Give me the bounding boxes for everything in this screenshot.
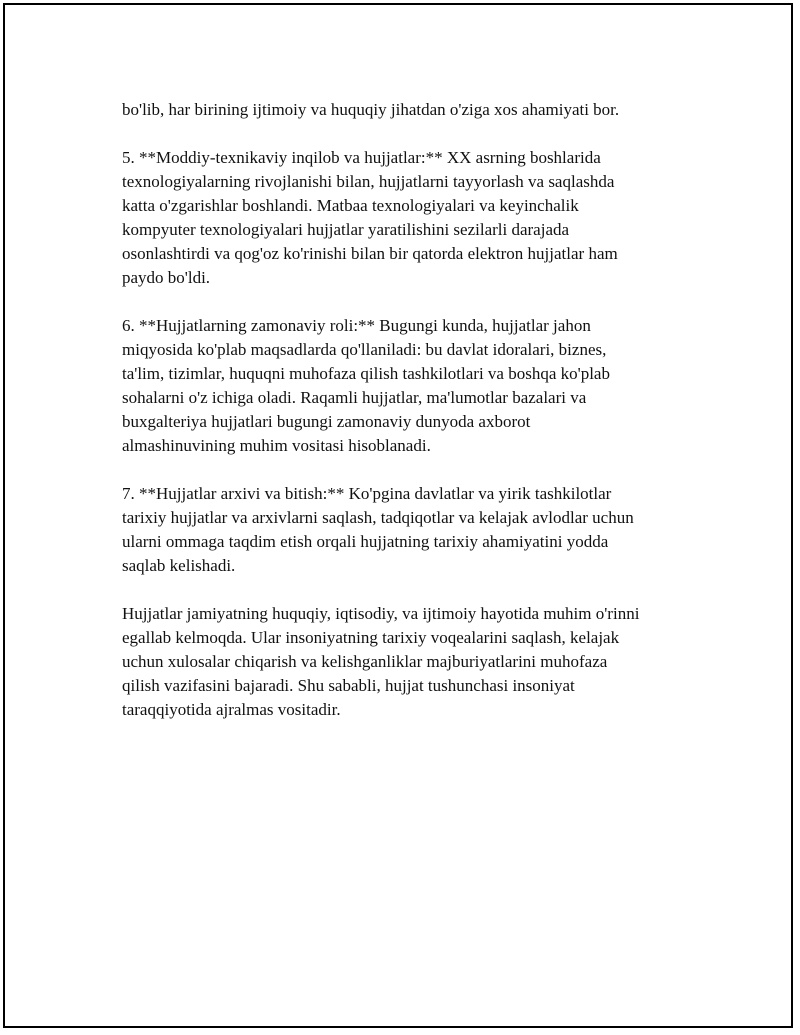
paragraph-item-6 [122,314,712,458]
text-line: katta o'zgarishlar boshlandi. Matbaa texnologiyalari va keyinchalik [122,196,579,215]
text-line: Hujjatlar jamiyatning huquqiy, iqtisodiy, va ijtimoiy hayotida muhim o'rinni [122,604,640,623]
text-line: osonlashtirdi va qog'oz ko'rinishi bilan bir qatorda elektron hujjatlar ham [122,244,618,263]
text-line: ta'lim, tizimlar, huquqni muhofaza qilish tashkilotlari va boshqa ko'plab [122,364,610,383]
text-line: tarixiy hujjatlar va arxivlarni saqlash, tadqiqotlar va kelajak avlodlar uchun [122,508,634,527]
paragraph-item-5 [122,146,712,290]
text-line: paydo bo'ldi. [122,268,211,287]
paragraph-conclusion [122,602,712,722]
text-line: buxgalteriya hujjatlari bugungi zamonaviy dunyoda axborot [122,412,531,431]
text-line: miqyosida ko'plab maqsadlarda qo'llaniladi: bu davlat idoralari, biznes, [122,340,607,359]
text-line: 5. **Moddiy-texnikaviy inqilob va hujjatlar:** XX asrning boshlarida [122,148,601,167]
text-line: texnologiyalarning rivojlanishi bilan, hujjatlarni tayyorlash va saqlashda [122,172,615,191]
text-line: egallab kelmoqda. Ular insoniyatning tarixiy voqealarini saqlash, kelajak [122,628,620,647]
paragraph-intro-continuation [122,98,712,122]
text-line: uchun xulosalar chiqarish va kelishganliklar majburiyatlarini muhofaza [122,652,608,671]
text-line: 7. **Hujjatlar arxivi va bitish:** Ko'pgina davlatlar va yirik tashkilotlar [122,484,612,503]
text-line: almashinuvining muhim vositasi hisoblanadi. [122,436,431,455]
document-page [3,3,793,1028]
text-line: ularni ommaga taqdim etish orqali hujjatning tarixiy ahamiyatini yodda [122,532,609,551]
text-line: kompyuter texnologiyalari hujjatlar yaratilishini sezilarli darajada [122,220,570,239]
text-line: bo'lib, har birining ijtimoiy va huquqiy jihatdan o'ziga xos ahamiyati bor. [122,100,620,119]
text-line: 6. **Hujjatlarning zamonaviy roli:** Bugungi kunda, hujjatlar jahon [122,316,591,335]
document-body [122,98,712,746]
text-line: qilish vazifasini bajaradi. Shu sababli, hujjat tushunchasi insoniyat [122,676,575,695]
paragraph-item-7 [122,482,712,578]
text-line: sohalarni o'z ichiga oladi. Raqamli hujjatlar, ma'lumotlar bazalari va [122,388,587,407]
text-line: saqlab kelishadi. [122,556,236,575]
text-line: taraqqiyotida ajralmas vositadir. [122,700,341,719]
